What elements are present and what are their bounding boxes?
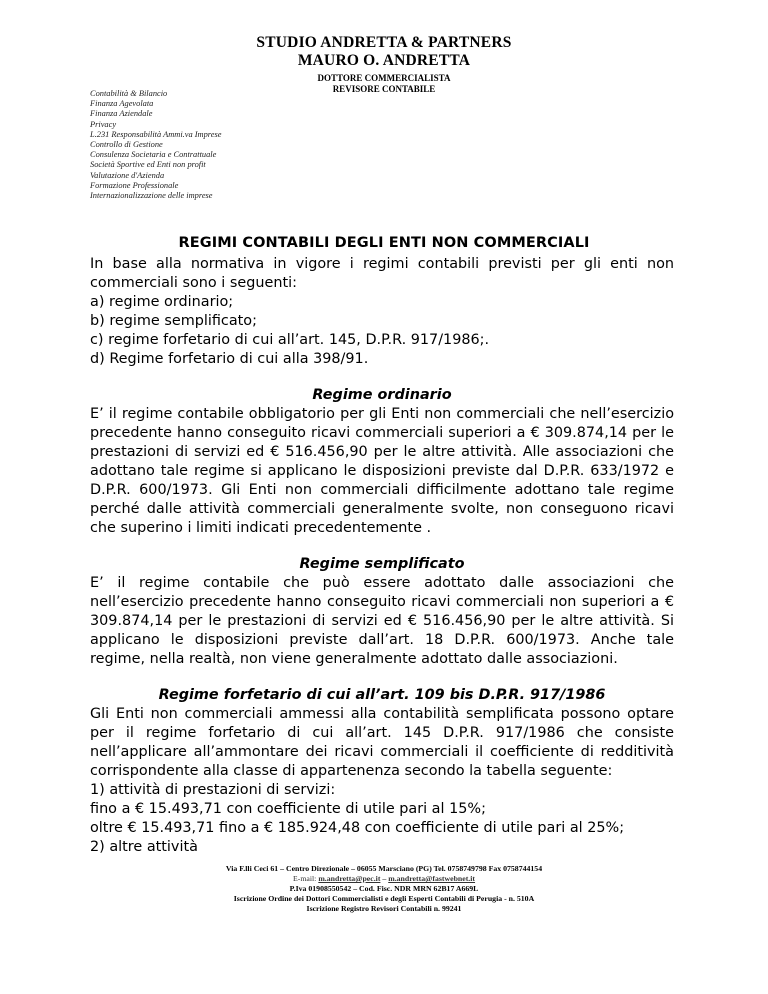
footer-address: Via F.lli Ceci 61 – Centro Direzionale – 06055 Marsciano (PG) Tel. 0758749798 Fax 0758744154 (225, 864, 543, 873)
role-commercialista: DOTTORE COMMERCIALISTA (317, 73, 451, 83)
letterhead (0, 34, 768, 95)
regime-list-item: a) regime ordinario; (90, 294, 234, 310)
service-item: Finanza Aziendale (90, 109, 153, 119)
footer-order-registration: Iscrizione Ordine dei Dottori Commercialisti e degli Esperti Contabili di Perugia - n. 510A (233, 894, 535, 903)
footer-auditor-registration: Iscrizione Registro Revisori Contabili n. 99241 (306, 904, 462, 913)
forfetario-tier-2: oltre € 15.493,71 fino a € 185.924,48 con coefficiente di utile pari al 25%; (90, 820, 625, 836)
service-item: Finanza Agevolata (90, 99, 154, 109)
regime-list-item: d) Regime forfetario di cui alla 398/91. (90, 351, 369, 367)
service-item: Consulenza Societaria e Contrattuale (90, 150, 217, 160)
heading-regime-ordinario: Regime ordinario (312, 387, 452, 403)
service-item: Valutazione d'Azienda (90, 170, 165, 180)
footer-vat: P.Iva 01908550542 – Cod. Fisc. NDR MRN 62B17 A669L (289, 884, 479, 893)
service-item: L.231 Responsabilità Ammi.va Imprese (90, 129, 222, 139)
document-title: REGIMI CONTABILI DEGLI ENTI NON COMMERCIALI (178, 235, 590, 251)
service-item: Formazione Professionale (90, 180, 179, 190)
email-label: E-mail: (292, 874, 319, 883)
role-revisore: REVISORE CONTABILE (332, 84, 436, 94)
services-list (90, 89, 390, 201)
service-item: Società Sportive ed Enti non profit (90, 160, 206, 170)
fastweb-email-link[interactable]: m.andretta@fastwebnet.it (388, 874, 476, 883)
paragraph-regime-forfetario: Gli Enti non commerciali ammessi alla contabilità semplificata possono optare per il regime forfetario di cui all’art. 145 D.P.R. 917/1986 che consiste nell’applicare all’ammontare dei ricavi commerciali il coefficiente di redditività corrispondente alla classe di appartenenza secondo la tabella seguente: (90, 706, 674, 779)
regime-list-item: b) regime semplificato; (90, 313, 257, 329)
service-item: Controllo di Gestione (90, 140, 163, 150)
service-item: Privacy (90, 119, 117, 129)
person-name: MAURO O. ANDRETTA (297, 52, 471, 69)
paragraph-regime-semplificato: E’ il regime contabile che può essere adottato dalle associazioni che nell’esercizio precedente hanno conseguito ricavi commerciali non superiori a € 309.874,14 per le prestazioni di servizi ed € 516.456,90 per le altre attività. Si applicano le disposizioni previste dall’art. 18 D.P.R. 600/1973. Anche tale regime, nella realtà, non viene generalmente adottato dalle associazioni. (90, 575, 674, 667)
heading-regime-forfetario: Regime forfetario di cui all’art. 109 bis D.P.R. 917/1986 (158, 687, 606, 703)
forfetario-item-altre: 2) altre attività (90, 839, 198, 855)
pec-email-link[interactable]: m.andretta@pec.it (318, 874, 381, 883)
forfetario-item-servizi: 1) attività di prestazioni di servizi: (90, 782, 336, 798)
regime-list-item: c) regime forfetario di cui all’art. 145, D.P.R. 917/1986;. (90, 332, 490, 348)
paragraph-regime-ordinario: E’ il regime contabile obbligatorio per gli Enti non commerciali che nell’esercizio precedente hanno conseguito ricavi commerciali superiori a € 309.874,14 per le prestazioni di servizi ed € 516.456,90 per le altre attività. Alle associazioni che adottano tale regime si applicano le disposizioni previste dal D.P.R. 633/1972 e D.P.R. 600/1973. Gli Enti non commerciali difficilmente adottano tale regime perché dalle attività commerciali generalmente svolte, non conseguono ricavi che superino i limiti indicati precedentemente . (90, 406, 674, 536)
footer-email (0, 874, 768, 884)
document-body (90, 255, 674, 857)
service-item: Contabilità & Bilancio (90, 89, 168, 98)
forfetario-tier-1: fino a € 15.493,71 con coefficiente di utile pari al 15%; (90, 801, 486, 817)
footer (0, 864, 768, 914)
email-separator: – (380, 874, 389, 883)
intro-paragraph: In base alla normativa in vigore i regimi contabili previsti per gli enti non commerciali sono i seguenti: (90, 256, 674, 291)
firm-name: STUDIO ANDRETTA & PARTNERS (256, 34, 512, 51)
heading-regime-semplificato: Regime semplificato (299, 556, 465, 572)
service-item: Internazionalizzazione delle imprese (90, 191, 213, 201)
